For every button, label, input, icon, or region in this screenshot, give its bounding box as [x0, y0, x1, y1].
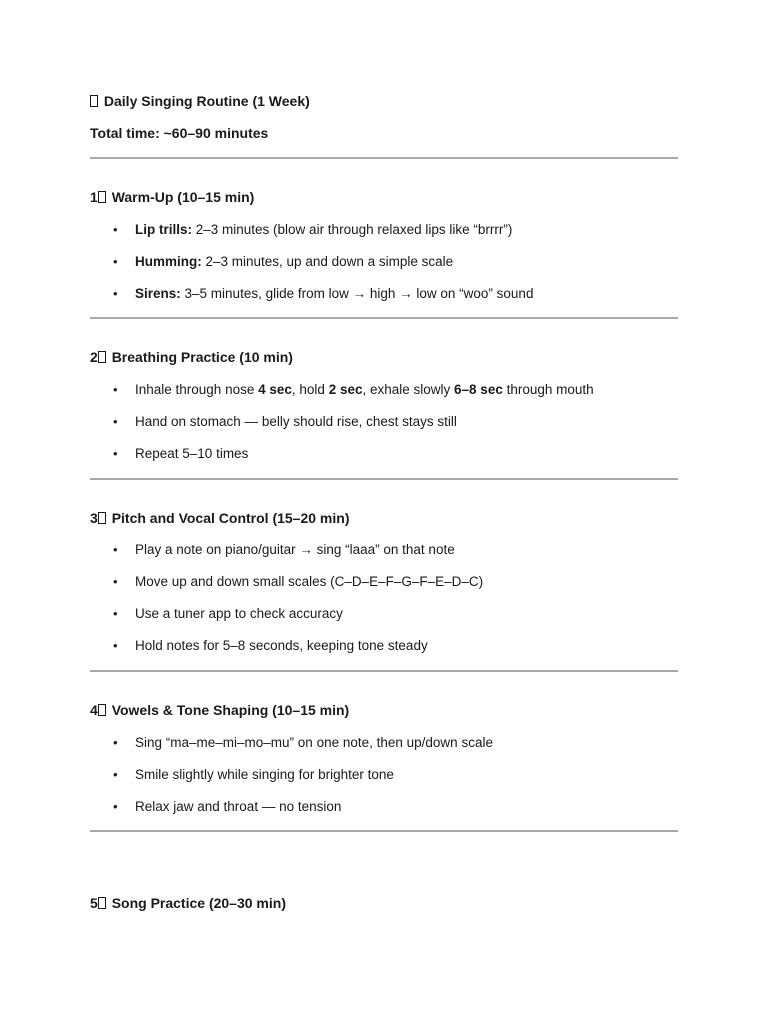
- list-item-text: Relax jaw and throat — no tension: [135, 799, 342, 814]
- divider: [90, 830, 678, 832]
- list-item-text: Use a tuner app to check accuracy: [135, 606, 343, 621]
- bullet-icon: •: [113, 222, 118, 237]
- list-item-text: Sing “ma–me–mi–mo–mu” on one note, then up/down scale: [135, 735, 493, 750]
- section-heading-warm-up: [90, 189, 254, 205]
- section-number: 2: [90, 349, 98, 365]
- bullet-icon: •: [113, 638, 118, 653]
- section-heading-pitch: [90, 510, 349, 526]
- total-time: Total time: ~60–90 minutes: [90, 125, 269, 141]
- section-number: 5: [90, 895, 98, 911]
- list-item-text: [135, 222, 512, 237]
- text-run-bold: 6–8 sec: [454, 382, 503, 397]
- list-item-text: Repeat 5–10 times: [135, 446, 249, 461]
- divider: [90, 317, 678, 319]
- bullet-icon: •: [113, 606, 118, 621]
- list-item-text: Move up and down small scales (C–D–E–F–G–F–E–D–C): [135, 574, 484, 589]
- section-heading-text: Pitch and Vocal Control (15–20 min): [111, 510, 350, 526]
- bullet-icon: •: [113, 799, 118, 814]
- bullet-icon: •: [113, 735, 118, 750]
- list-item-detail: 3–5 minutes, glide from low → high → low on “woo” sound: [180, 286, 534, 301]
- title-text: Daily Singing Routine (1 Week): [103, 93, 310, 109]
- section-heading-song: [90, 895, 286, 911]
- bullet-icon: •: [113, 382, 118, 397]
- list-item-text: Play a note on piano/guitar → sing “laaa” on that note: [135, 542, 455, 557]
- bullet-icon: •: [113, 767, 118, 782]
- text-run: Inhale through nose: [135, 382, 259, 397]
- section-number: 4: [90, 702, 98, 718]
- list-item-detail: 2–3 minutes (blow air through relaxed lips like “brrrr”): [192, 222, 513, 237]
- text-run-bold: 4 sec: [258, 382, 292, 397]
- list-item-label: Humming:: [135, 254, 202, 269]
- missing-glyph-icon: [90, 95, 98, 107]
- list-item-text: Smile slightly while singing for brighter tone: [135, 767, 394, 782]
- list-item-label: Sirens:: [135, 286, 181, 301]
- list-item-text: Hold notes for 5–8 seconds, keeping tone steady: [135, 638, 428, 653]
- keycap-glyph-icon: [98, 897, 106, 909]
- text-run: , hold: [291, 382, 329, 397]
- list-item-text: [135, 254, 453, 269]
- bullet-icon: •: [113, 254, 118, 269]
- section-heading-text: Breathing Practice (10 min): [111, 349, 293, 365]
- section-heading-text: Vowels & Tone Shaping (10–15 min): [111, 702, 350, 718]
- keycap-glyph-icon: [98, 704, 106, 716]
- section-heading-text: Song Practice (20–30 min): [111, 895, 286, 911]
- text-run: , exhale slowly: [362, 382, 455, 397]
- divider: [90, 157, 678, 159]
- keycap-glyph-icon: [98, 512, 106, 524]
- section-heading-vowels: [90, 702, 349, 718]
- list-item-text: [135, 382, 594, 397]
- keycap-glyph-icon: [98, 191, 106, 203]
- text-run-bold: 2 sec: [328, 382, 363, 397]
- section-heading-breathing: [90, 349, 293, 365]
- text-run: through mouth: [502, 382, 594, 397]
- section-number: 1: [90, 189, 98, 205]
- document-title: [90, 93, 310, 109]
- bullet-icon: •: [113, 286, 118, 301]
- list-item-detail: 2–3 minutes, up and down a simple scale: [201, 254, 454, 269]
- keycap-glyph-icon: [98, 351, 106, 363]
- bullet-icon: •: [113, 574, 118, 589]
- list-item-text: Hand on stomach — belly should rise, chest stays still: [135, 414, 457, 429]
- divider: [90, 670, 678, 672]
- divider: [90, 478, 678, 480]
- section-heading-text: Warm-Up (10–15 min): [111, 189, 255, 205]
- section-number: 3: [90, 510, 98, 526]
- bullet-icon: •: [113, 414, 118, 429]
- bullet-icon: •: [113, 446, 118, 461]
- list-item-text: [135, 286, 533, 301]
- list-item-label: Lip trills:: [135, 222, 192, 237]
- bullet-icon: •: [113, 542, 118, 557]
